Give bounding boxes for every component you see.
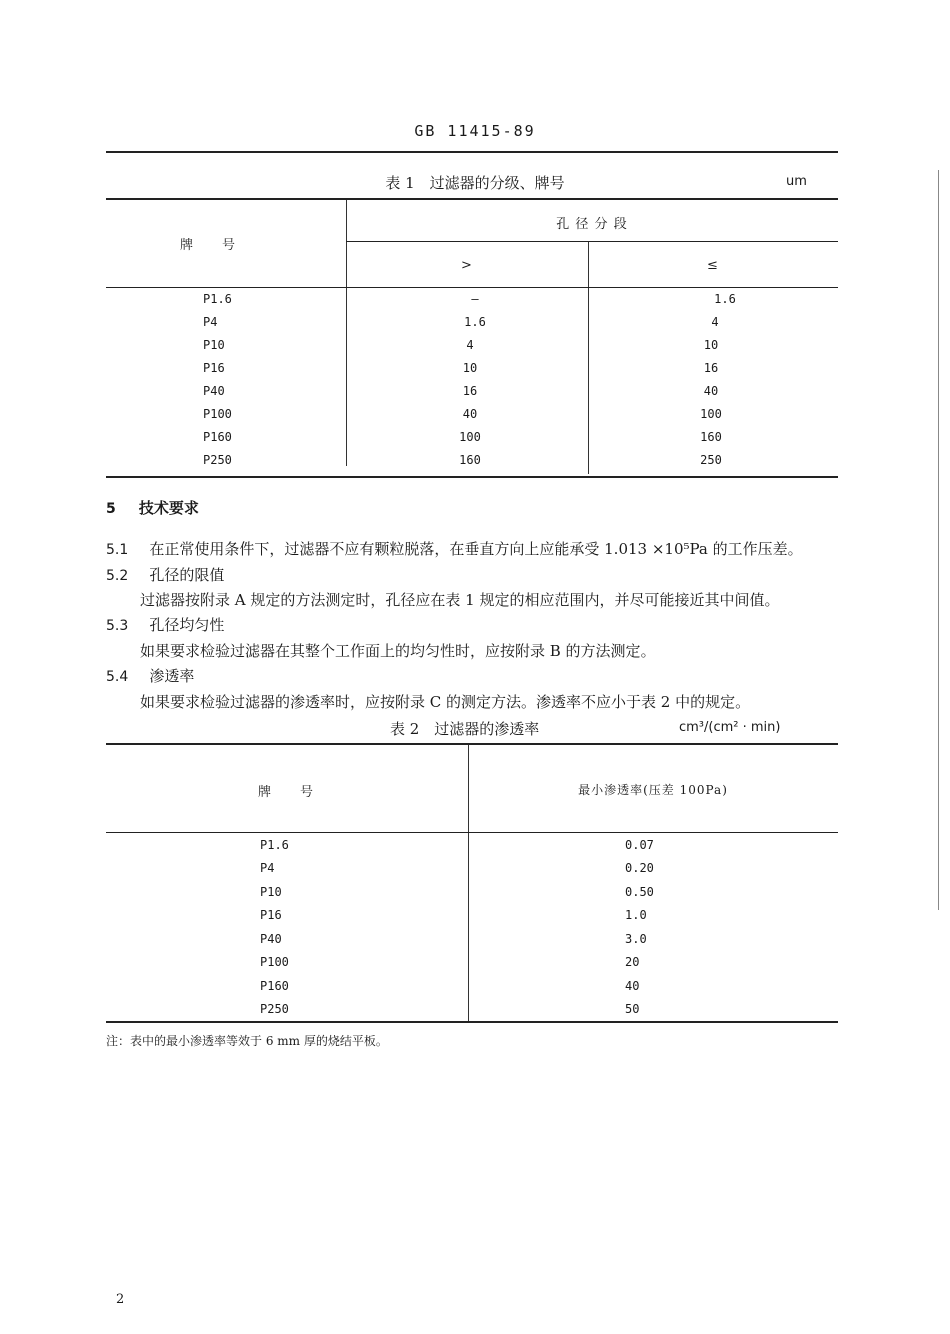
grade-cell: P100 — [260, 955, 289, 969]
pore-gt-cell: 1.6 — [464, 315, 486, 329]
grade-cell: P100 — [203, 407, 232, 421]
table-row — [0, 361, 950, 383]
table1-head-pore: 孔 径 分 段 — [556, 217, 628, 232]
perm-cell: 0.20 — [625, 861, 654, 875]
perm-cell: 40 — [625, 979, 640, 993]
table2-head-rule — [106, 832, 838, 833]
table2-caption: 表 2 过滤器的渗透率 — [390, 720, 540, 738]
clause-number: 5.3 — [106, 618, 129, 634]
standard-header: GB 11415-89 — [414, 122, 536, 140]
grade-cell: P40 — [260, 932, 282, 946]
clause-title: 孔径均匀性 — [149, 616, 225, 634]
clause-5-4-heading — [106, 665, 194, 686]
grade-cell: P10 — [260, 885, 282, 899]
section-5-heading — [106, 497, 199, 518]
grade-cell: P160 — [260, 979, 289, 993]
grade-cell: P10 — [203, 338, 225, 352]
pore-le-cell: 160 — [700, 430, 722, 444]
grade-cell: P1.6 — [203, 292, 232, 306]
clause-number: 5.1 — [106, 542, 129, 558]
clause-number: 5.4 — [106, 669, 129, 685]
table1-top-rule — [106, 198, 838, 200]
table-row — [0, 292, 950, 314]
perm-cell: 3.0 — [625, 932, 647, 946]
table-row — [0, 315, 950, 337]
grade-cell: P16 — [260, 908, 282, 922]
grade-cell: P250 — [260, 1002, 289, 1016]
table1-unit: um — [786, 174, 807, 189]
clause-5-1 — [106, 538, 846, 559]
clause-5-3-text: 如果要求检验过滤器在其整个工作面上的均匀性时，应按附录 B 的方法测定。 — [140, 642, 656, 660]
clause-title: 渗透率 — [149, 667, 195, 685]
clause-5-2-heading — [106, 564, 224, 585]
perm-cell: 50 — [625, 1002, 640, 1016]
pore-le-cell: 40 — [703, 384, 719, 398]
table-row — [0, 885, 950, 907]
grade-cell: P1.6 — [260, 838, 289, 852]
perm-cell: 1.0 — [625, 908, 647, 922]
pore-le-cell: 16 — [703, 361, 719, 375]
table-row — [0, 861, 950, 883]
section-title: 技术要求 — [138, 499, 199, 517]
grade-cell: P250 — [203, 453, 232, 467]
grade-cell: P40 — [203, 384, 225, 398]
clause-5-3-heading — [106, 614, 224, 635]
table-row — [0, 932, 950, 954]
pore-le-cell: 100 — [700, 407, 722, 421]
clause-number: 5.2 — [106, 568, 129, 584]
pore-gt-cell: — — [471, 292, 479, 306]
clause-5-4-text: 如果要求检验过滤器的渗透率时，应按附录 C 的测定方法。渗透率不应小于表 2 中的规定。 — [140, 693, 751, 711]
table1-caption: 表 1 过滤器的分级、牌号 — [385, 174, 565, 192]
table1-bottom-rule — [106, 476, 838, 478]
perm-cell: 0.50 — [625, 885, 654, 899]
pore-le-cell: 10 — [703, 338, 719, 352]
pore-le-cell: 250 — [700, 453, 722, 467]
clause-title: 孔径的限值 — [149, 566, 225, 584]
table-row — [0, 338, 950, 360]
pore-gt-cell: 160 — [459, 453, 481, 467]
table-row — [0, 838, 950, 860]
table-row — [0, 955, 950, 977]
table2-note: 注：表中的最小渗透率等效于 6 mm 厚的烧结平板。 — [106, 1034, 388, 1048]
pore-gt-cell: 10 — [462, 361, 478, 375]
grade-cell: P4 — [260, 861, 275, 875]
clause-5-2-text: 过滤器按附录 A 规定的方法测定时，孔径应在表 1 规定的相应范围内，并尽可能接近其中间值。 — [140, 591, 780, 609]
pore-gt-cell: 16 — [462, 384, 478, 398]
pore-le-cell: 1.6 — [714, 292, 736, 306]
perm-cell: 0.07 — [625, 838, 654, 852]
pore-gt-cell: 40 — [462, 407, 478, 421]
pore-le-cell: 4 — [711, 315, 719, 329]
header-rule — [106, 151, 838, 153]
section-number: 5 — [106, 501, 116, 517]
pore-gt-cell: 4 — [466, 338, 474, 352]
table2-unit: cm³/(cm² · min) — [679, 720, 781, 735]
table-row — [0, 407, 950, 429]
table2-head-perm: 最小渗透率(压差 100Pa) — [578, 783, 728, 797]
table2-top-rule — [106, 743, 838, 745]
grade-cell: P160 — [203, 430, 232, 444]
clause-text: 在正常使用条件下，过滤器不应有颗粒脱落，在垂直方向上应能承受 1.013 ×10⁵Pa 的工作压差。 — [149, 540, 803, 558]
table-row — [0, 430, 950, 452]
table1-head-grade: 牌 号 — [180, 238, 237, 253]
table1-head-gt: > — [461, 258, 473, 273]
grade-cell: P4 — [203, 315, 218, 329]
table-row — [0, 1002, 950, 1024]
grade-cell: P16 — [203, 361, 225, 375]
table-row — [0, 384, 950, 406]
table1-subhead-rule — [346, 241, 838, 242]
table2-head-grade: 牌 号 — [258, 785, 315, 800]
perm-cell: 20 — [625, 955, 640, 969]
table-row — [0, 453, 950, 475]
table1-head-rule — [106, 287, 838, 288]
scan-edge-line — [938, 170, 939, 910]
page-number: 2 — [116, 1292, 125, 1307]
table-row — [0, 908, 950, 930]
table-row — [0, 979, 950, 1001]
pore-gt-cell: 100 — [459, 430, 481, 444]
table1-head-le: ≤ — [707, 258, 719, 273]
